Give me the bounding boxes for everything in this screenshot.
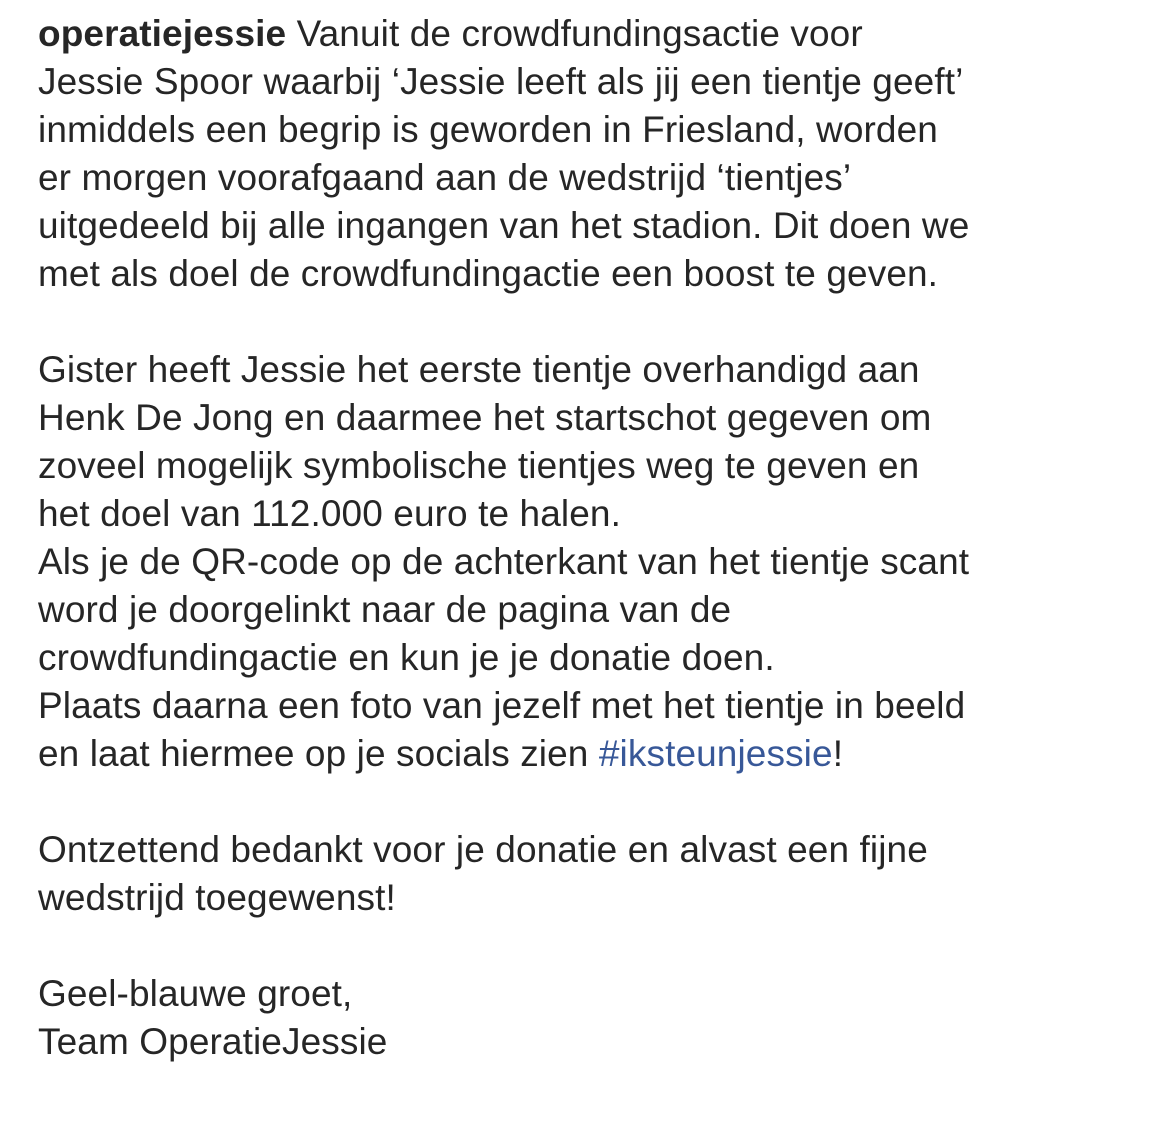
caption-line: crowdfundingactie en kun je je donatie doen. [38, 637, 775, 678]
caption-text: ! [832, 733, 844, 774]
caption-line: Als je de QR-code op de achterkant van het tientje scant [38, 541, 970, 582]
caption-line: Plaats daarna een foto van jezelf met het tientje in beeld [38, 685, 966, 726]
caption-line: Jessie Spoor waarbij ‘Jessie leeft als jij een tientje geeft’ [38, 61, 964, 102]
caption-line: Henk De Jong en daarmee het startschot gegeven om [38, 397, 932, 438]
caption-line: uitgedeeld bij alle ingangen van het stadion. Dit doen we [38, 205, 970, 246]
caption-line: zoveel mogelijk symbolische tientjes weg te geven en [38, 445, 920, 486]
caption-line [38, 730, 1148, 778]
signoff-line: Team OperatieJessie [38, 1021, 388, 1062]
caption-text: en laat hiermee op je socials zien [38, 733, 599, 774]
caption-line: er morgen voorafgaand aan de wedstrijd ‘tientjes’ [38, 157, 852, 198]
paragraph-break [38, 298, 1148, 346]
caption-text: Vanuit de crowdfundingsactie voor [286, 13, 863, 54]
caption-line: word je doorgelinkt naar de pagina van de [38, 589, 732, 630]
caption-line: Ontzettend bedankt voor je donatie en alvast een fijne [38, 829, 928, 870]
paragraph-break [38, 778, 1148, 826]
caption-line [38, 10, 1148, 58]
caption-line: Gister heeft Jessie het eerste tientje overhandigd aan [38, 349, 920, 390]
post-caption [38, 10, 1148, 1066]
caption-line: met als doel de crowdfundingactie een boost te geven. [38, 253, 939, 294]
paragraph-break [38, 922, 1148, 970]
signoff-line: Geel-blauwe groet, [38, 973, 353, 1014]
username-link[interactable]: operatiejessie [38, 13, 287, 54]
caption-line: inmiddels een begrip is geworden in Friesland, worden [38, 109, 938, 150]
caption-line: wedstrijd toegewenst! [38, 877, 396, 918]
hashtag-link[interactable]: #iksteunjessie [598, 733, 833, 774]
caption-line: het doel van 112.000 euro te halen. [38, 493, 621, 534]
